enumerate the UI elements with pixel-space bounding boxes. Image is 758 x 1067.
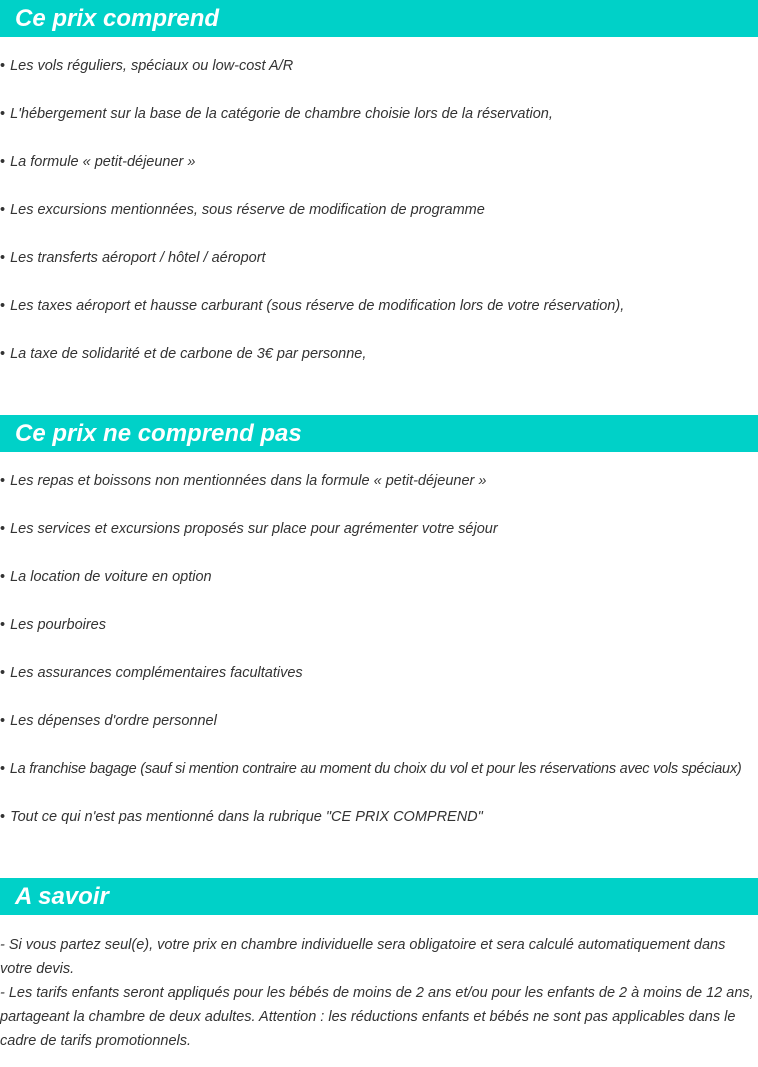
excludes-item: • Les assurances complémentaires facultatives <box>0 665 303 681</box>
excludes-item: • La franchise bagage (sauf si mention contraire au moment du choix du vol et pour les réservations avec vols spéciaux) <box>0 761 742 777</box>
good-to-know-notes <box>0 933 756 1053</box>
includes-item: • L'hébergement sur la base de la catégorie de chambre choisie lors de la réservation, <box>0 106 553 122</box>
note-child-rates: - Les tarifs enfants seront appliqués pour les bébés de moins de 2 ans et/ou pour les enfants de 2 à moins de 12 ans, partageant la chambre de deux adultes. Attention : les réductions enfants et bébés ne sont pas applicables dans le cadre de tarifs promotionnels. <box>0 985 754 1049</box>
bullet-icon: • <box>0 154 6 170</box>
good-to-know-header <box>0 878 758 915</box>
excludes-item: • Les dépenses d'ordre personnel <box>0 713 217 729</box>
excludes-item: • Les pourboires <box>0 617 106 633</box>
bullet-icon: • <box>0 250 6 266</box>
excludes-title: Ce prix ne comprend pas <box>15 420 302 447</box>
bullet-icon: • <box>0 569 6 585</box>
includes-item: • Les transferts aéroport / hôtel / aéroport <box>0 250 266 266</box>
bullet-icon: • <box>0 298 6 314</box>
includes-title: Ce prix comprend <box>15 5 220 32</box>
includes-item: • La taxe de solidarité et de carbone de 3€ par personne, <box>0 346 367 362</box>
good-to-know-title: A savoir <box>15 883 109 910</box>
bullet-icon: • <box>0 202 6 218</box>
excludes-item: • Tout ce qui n'est pas mentionné dans la rubrique "CE PRIX COMPREND" <box>0 809 483 825</box>
bullet-icon: • <box>0 761 5 777</box>
bullet-icon: • <box>0 346 6 362</box>
bullet-icon: • <box>0 809 6 825</box>
bullet-icon: • <box>0 665 6 681</box>
includes-item: • Les excursions mentionnées, sous réserve de modification de programme <box>0 202 485 218</box>
excludes-item: • La location de voiture en option <box>0 569 212 585</box>
bullet-icon: • <box>0 473 6 489</box>
bullet-icon: • <box>0 106 6 122</box>
note-single-traveler: - Si vous partez seul(e), votre prix en chambre individuelle sera obligatoire et sera calculé automatiquement dans votre devis. <box>0 937 726 977</box>
bullet-icon: • <box>0 713 6 729</box>
bullet-icon: • <box>0 521 6 537</box>
excludes-item: • Les services et excursions proposés sur place pour agrémenter votre séjour <box>0 521 498 537</box>
includes-header <box>0 0 758 37</box>
includes-item: • Les taxes aéroport et hausse carburant (sous réserve de modification lors de votre réservation), <box>0 298 625 314</box>
bullet-icon: • <box>0 58 6 74</box>
bullet-icon: • <box>0 617 6 633</box>
includes-item: • Les vols réguliers, spéciaux ou low-cost A/R <box>0 58 294 74</box>
excludes-item: • Les repas et boissons non mentionnées dans la formule « petit-déjeuner » <box>0 473 487 489</box>
includes-item: • La formule « petit-déjeuner » <box>0 154 196 170</box>
excludes-header <box>0 415 758 452</box>
